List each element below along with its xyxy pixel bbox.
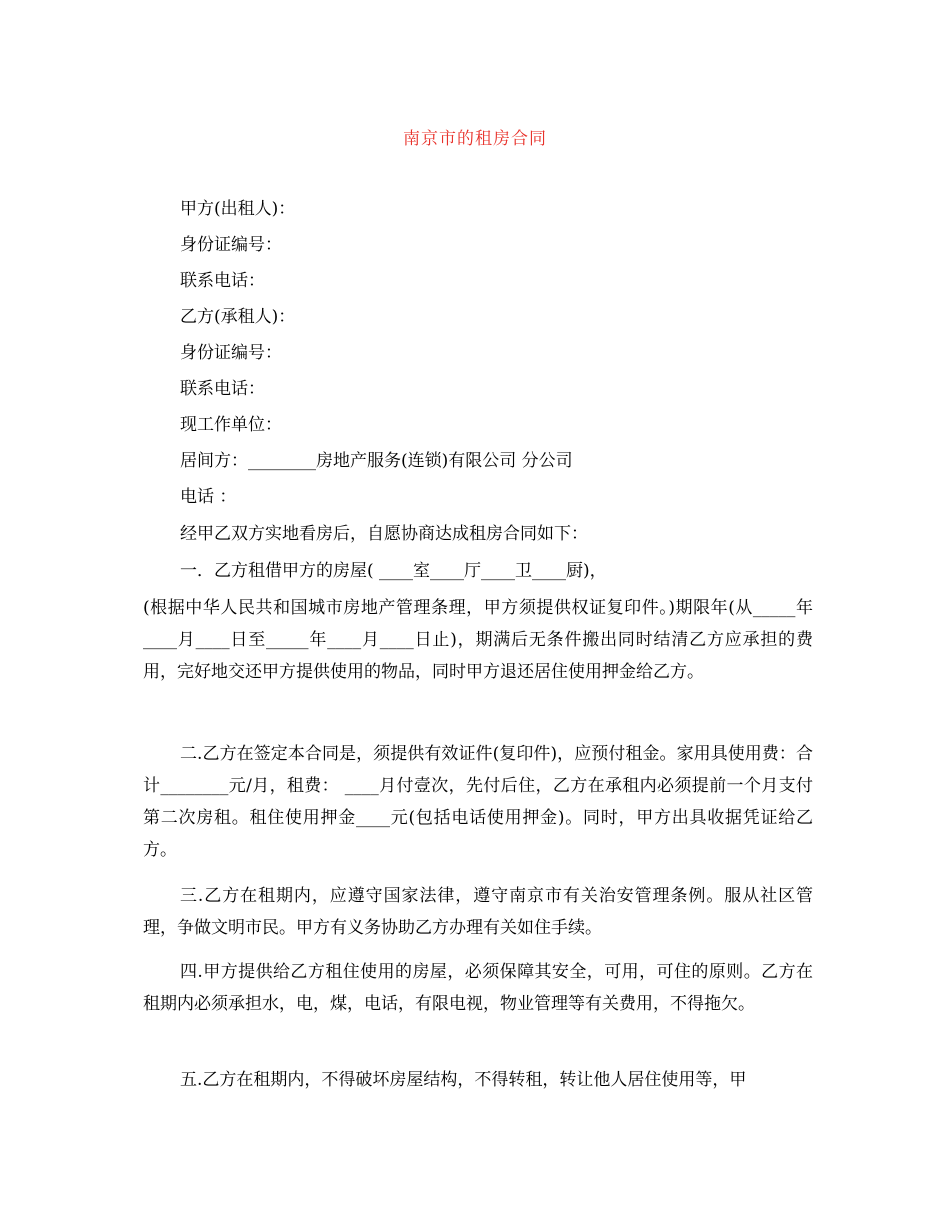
lessee-phone-field: 联系电话： bbox=[180, 379, 265, 399]
lessor-field: 甲方(出租人)： bbox=[180, 199, 296, 219]
lessee-field: 乙方(承租人)： bbox=[180, 307, 296, 327]
lessor-id-field: 身份证编号： bbox=[180, 235, 282, 255]
clause-3: 三.乙方在租期内，应遵守国家法律，遵守南京市有关治安管理条例。服从社区管理，争做文明市民。甲方有义务协助乙方办理有关如住手续。 bbox=[143, 886, 813, 938]
clause-5: 五.乙方在租期内，不得破坏房屋结构，不得转租，转让他人居住使用等，甲 bbox=[180, 1070, 747, 1090]
document-title: 南京市的租房合同 bbox=[403, 129, 547, 149]
intermediary-field: 居间方：________房地产服务(连锁)有限公司 分公司 bbox=[180, 451, 573, 471]
lessee-id-field: 身份证编号： bbox=[180, 343, 282, 363]
workplace-field: 现工作单位： bbox=[180, 415, 282, 435]
clause-1-body: (根据中华人民共和国城市房地产管理条理，甲方须提供权证复印件。)期限年(从_____年____月____日至_____年____月____日止)，期满后无条件搬出同时结清乙方应承担的费用，完好地交还甲方提供使用的物品，同时甲方退还居住使用押金给乙方。 bbox=[143, 598, 813, 682]
clause-2: 二.乙方在签定本合同是，须提供有效证件(复印件)，应预付租金。家用具使用费：合计________元/月，租费： ____月付壹次，先付后住，乙方在承租内必须提前一个月支付第二次房租。租住使用押金____元(包括电话使用押金)。同时，甲方出具收据凭证给乙方。 bbox=[143, 744, 813, 860]
clause-1-heading: 一．乙方租借甲方的房屋( ____室____厅____卫____厨)， bbox=[180, 561, 607, 581]
intro-paragraph: 经甲乙双方实地看房后，自愿协商达成租房合同如下： bbox=[180, 524, 588, 544]
intermediary-phone-field: 电话 ： bbox=[180, 487, 237, 507]
lessor-phone-field: 联系电话： bbox=[180, 271, 265, 291]
clause-4: 四.甲方提供给乙方租住使用的房屋，必须保障其安全，可用，可住的原则。乙方在租期内必须承担水，电，煤，电话，有限电视，物业管理等有关费用，不得拖欠。 bbox=[143, 962, 813, 1014]
